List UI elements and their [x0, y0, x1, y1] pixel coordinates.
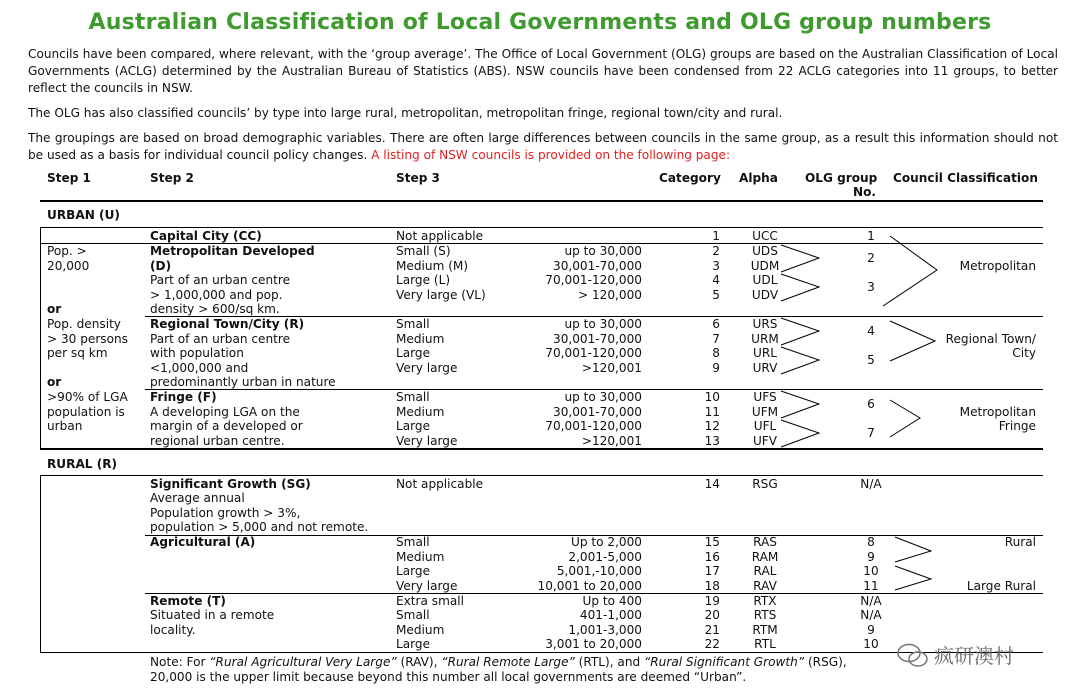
group-metro-developed-code: (D) [150, 259, 172, 273]
olg-group-number: 9 [867, 623, 875, 637]
row-size: Not applicable [396, 477, 484, 491]
olg-group-number: 11 [863, 579, 879, 593]
group-sg-desc-1: Average annual [150, 491, 245, 505]
row-category: 22 [704, 637, 720, 651]
step1-line: population is [47, 405, 125, 419]
row-category: 18 [704, 579, 720, 593]
group-metro-developed-desc-3: density > 600/sq km. [150, 302, 280, 316]
row-category: 19 [704, 594, 720, 608]
group-fringe: Fringe (F) [150, 390, 217, 404]
row-alpha: RTL [754, 637, 776, 651]
row-size: Large (L) [396, 273, 451, 287]
row-size: Small [396, 608, 430, 622]
arrow-alpha-6 [781, 391, 819, 418]
row-alpha: URM [751, 332, 779, 346]
section-rural: RURAL (R) [47, 457, 118, 471]
row-category: 6 [712, 317, 720, 331]
row-range: 1,001-3,000 [568, 623, 642, 637]
wechat-icon [895, 642, 931, 670]
row-range: 30,001-70,000 [553, 259, 642, 273]
row-range: 3,001 to 20,000 [545, 637, 642, 651]
class-fringe-2: Fringe [998, 419, 1036, 433]
arrow-class-metro [883, 236, 937, 306]
group-capital-city: Capital City (CC) [150, 229, 262, 243]
step1-line: 20,000 [47, 259, 90, 273]
row-size: Medium [396, 405, 445, 419]
row-category: 15 [704, 535, 720, 549]
step1-line: per sq km [47, 346, 108, 360]
olg-group-number: 10 [863, 564, 879, 578]
group-regional-desc-4: predominantly urban in nature [150, 375, 336, 389]
header-step3: Step 3 [396, 171, 440, 185]
header-olg-group: OLG group [805, 171, 878, 185]
row-alpha: UDS [752, 244, 778, 258]
header-alpha: Alpha [739, 171, 778, 185]
olg-group-number: 7 [867, 426, 875, 440]
intro-paragraph: Councils have been compared, where relevant, with the ‘group average’. The Office of Local Government (OLG) groups are based on the Australian Classification of Local Governments (ACLG) determined by the Australian Bureau of Statistics (ABS). NSW councils have been condensed from 22 ACLG categories into 11 groups, to better reflect the councils in NSW. [28, 47, 1058, 95]
header-step1: Step 1 [47, 171, 91, 185]
row-range: up to 30,000 [564, 317, 642, 331]
olg-group-number: 5 [867, 353, 875, 367]
row-range: Up to 400 [582, 594, 642, 608]
grouping-paragraph: The groupings are based on broad demographic variables. There are often large differences between councils in the same group, as a result this information should not be used as a basis for individual council policy changes. A listing of NSW councils is provided on the following page: [28, 131, 1058, 162]
row-range: > 120,000 [578, 288, 642, 302]
row-range: 70,001-120,000 [545, 346, 642, 360]
olg-type-paragraph: The OLG has also classified councils’ by type into large rural, metropolitan, metropolitan fringe, regional town/city and rural. [28, 106, 783, 120]
page-title: Australian Classification of Local Governments and OLG group numbers [88, 10, 992, 35]
row-size: Large [396, 564, 431, 578]
row-alpha: UFL [753, 419, 777, 433]
step1-line: or [47, 375, 62, 389]
row-alpha: URL [753, 346, 777, 360]
class-regional-2: City [1012, 346, 1036, 360]
row-range: 401-1,000 [579, 608, 642, 622]
step1-line: urban [47, 419, 83, 433]
group-fringe-desc-2: margin of a developed or [150, 419, 303, 433]
class-rural: Rural [1004, 535, 1036, 549]
row-size: Very large [396, 361, 458, 375]
group-metro-developed-desc-1: Part of an urban centre [150, 273, 291, 287]
row-alpha: RAS [753, 535, 777, 549]
row-alpha: RTX [753, 594, 777, 608]
row-alpha: RSG [752, 477, 778, 491]
row-alpha: UDV [751, 288, 779, 302]
olg-group-number: N/A [860, 594, 882, 608]
row-category: 13 [704, 434, 720, 448]
class-regional-1: Regional Town/ [945, 332, 1036, 346]
header-olg-no: No. [853, 185, 877, 199]
row-alpha: RTM [752, 623, 778, 637]
row-alpha: RAV [753, 579, 777, 593]
row-range: Up to 2,000 [571, 535, 642, 549]
row-size: Large [396, 637, 431, 651]
arrow-alpha-7 [781, 420, 819, 447]
olg-group-number: 3 [867, 280, 875, 294]
step1-line: > 30 persons [47, 332, 128, 346]
arrow-class-fringe [890, 400, 920, 437]
arrow-alpha-4 [781, 318, 819, 345]
olg-group-number: 1 [867, 229, 875, 243]
arrow-class-rural [895, 537, 931, 562]
row-alpha: RAL [753, 564, 777, 578]
section-urban: URBAN (U) [47, 208, 120, 222]
row-size: Large [396, 419, 431, 433]
group-fringe-desc-3: regional urban centre. [150, 434, 285, 448]
row-alpha: UFM [751, 405, 779, 419]
group-sg-desc-2: Population growth > 3%, [150, 506, 301, 520]
row-size: Medium [396, 332, 445, 346]
arrow-class-regional [890, 321, 935, 361]
row-range: up to 30,000 [564, 390, 642, 404]
row-alpha: UFV [752, 434, 778, 448]
arrow-alpha-2 [781, 245, 819, 272]
row-size: Small [396, 317, 430, 331]
row-size: Very large (VL) [396, 288, 486, 302]
row-category: 11 [704, 405, 720, 419]
row-alpha: UFS [753, 390, 777, 404]
row-category: 14 [704, 477, 720, 491]
row-category: 17 [704, 564, 720, 578]
row-category: 8 [712, 346, 720, 360]
olg-group-number: 10 [863, 637, 879, 651]
class-large-rural: Large Rural [966, 579, 1036, 593]
arrow-alpha-3 [781, 274, 819, 301]
row-category: 3 [712, 259, 720, 273]
olg-group-number: 8 [867, 535, 875, 549]
group-regional-desc-1: Part of an urban centre [150, 332, 291, 346]
row-alpha: UCC [752, 229, 778, 243]
class-metropolitan: Metropolitan [959, 259, 1036, 273]
listing-link-text: A listing of NSW councils is provided on the following page: [371, 148, 731, 162]
row-alpha: URV [752, 361, 778, 375]
class-fringe-1: Metropolitan [959, 405, 1036, 419]
row-category: 4 [712, 273, 720, 287]
row-size: Medium [396, 550, 445, 564]
row-alpha: UDM [750, 259, 780, 273]
row-size: Medium (M) [396, 259, 469, 273]
step1-line: Pop. > [47, 244, 87, 258]
row-range: >120,001 [581, 434, 642, 448]
footnote: Note: For “Rural Agricultural Very Large” (RAV), “Rural Remote Large” (RTL), and “Rural Significant Growth” (RSG), 20,000 is the upper limit because beyond this number all local governments are deemed “Urban”. [150, 655, 847, 684]
row-size: Large [396, 346, 431, 360]
row-size: Extra small [396, 594, 464, 608]
row-range: up to 30,000 [564, 244, 642, 258]
row-alpha: URS [752, 317, 778, 331]
group-significant-growth: Significant Growth (SG) [150, 477, 311, 491]
row-range: 70,001-120,000 [545, 273, 642, 287]
row-size: Very large [396, 434, 458, 448]
olg-group-number: N/A [860, 477, 882, 491]
step1-line: Pop. density [47, 317, 121, 331]
row-category: 9 [712, 361, 720, 375]
group-remote-desc-1: Situated in a remote [150, 608, 275, 622]
row-size: Not applicable [396, 229, 484, 243]
group-sg-desc-3: population > 5,000 and not remote. [150, 520, 369, 534]
row-category: 2 [712, 244, 720, 258]
row-size: Very large [396, 579, 458, 593]
row-category: 5 [712, 288, 720, 302]
row-size: Small [396, 390, 430, 404]
group-regional-desc-3: <1,000,000 and [150, 361, 249, 375]
arrow-class-large-rural [895, 566, 931, 590]
row-category: 1 [712, 229, 720, 243]
row-category: 20 [704, 608, 720, 622]
group-regional-town: Regional Town/City (R) [150, 317, 305, 331]
group-regional-desc-2: with population [150, 346, 244, 360]
step1-line: >90% of LGA [47, 390, 128, 404]
arrow-alpha-5 [781, 347, 819, 374]
row-category: 7 [712, 332, 720, 346]
row-range: 30,001-70,000 [553, 332, 642, 346]
row-range: >120,001 [581, 361, 642, 375]
header-step2: Step 2 [150, 171, 194, 185]
row-range: 5,001,-10,000 [556, 564, 642, 578]
header-category: Category [659, 171, 721, 185]
row-alpha: UDL [752, 273, 778, 287]
row-range: 30,001-70,000 [553, 405, 642, 419]
row-category: 16 [704, 550, 720, 564]
group-metro-developed-desc-2: > 1,000,000 and pop. [150, 288, 283, 302]
row-size: Medium [396, 623, 445, 637]
olg-group-number: 6 [867, 397, 875, 411]
olg-group-number: 4 [867, 324, 875, 338]
row-range: 70,001-120,000 [545, 419, 642, 433]
row-range: 10,001 to 20,000 [537, 579, 642, 593]
watermark-text: 疯研澳村 [934, 644, 1014, 668]
group-metro-developed: Metropolitan Developed [150, 244, 315, 258]
row-category: 12 [704, 419, 720, 433]
olg-group-number: N/A [860, 608, 882, 622]
row-category: 21 [704, 623, 720, 637]
group-agricultural: Agricultural (A) [150, 535, 256, 549]
step1-line: or [47, 302, 62, 316]
row-category: 10 [704, 390, 720, 404]
row-alpha: RTS [753, 608, 777, 622]
olg-group-number: 2 [867, 251, 875, 265]
row-alpha: RAM [751, 550, 779, 564]
olg-group-number: 9 [867, 550, 875, 564]
row-size: Small [396, 535, 430, 549]
header-classification: Council Classification [893, 171, 1038, 185]
group-remote: Remote (T) [150, 594, 226, 608]
group-fringe-desc-1: A developing LGA on the [150, 405, 300, 419]
row-range: 2,001-5,000 [568, 550, 642, 564]
group-remote-desc-2: locality. [150, 623, 196, 637]
row-size: Small (S) [396, 244, 451, 258]
